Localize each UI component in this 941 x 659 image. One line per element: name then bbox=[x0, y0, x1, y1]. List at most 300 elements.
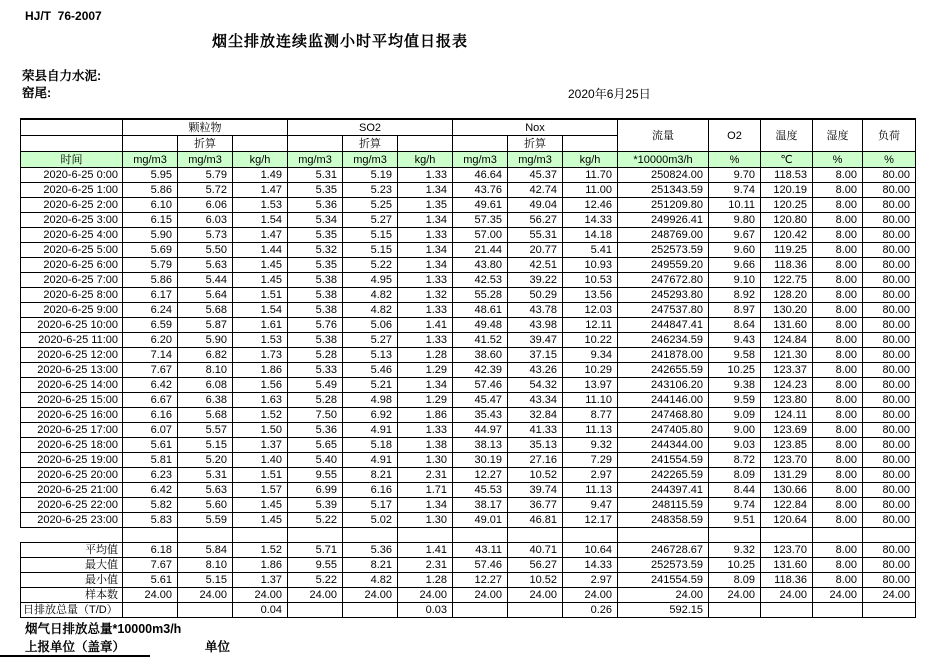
summary-value: 24.00 bbox=[761, 588, 813, 603]
summary-value: 592.15 bbox=[618, 603, 709, 618]
value-cell: 80.00 bbox=[863, 438, 916, 453]
time-cell: 2020-6-25 19:00 bbox=[21, 453, 123, 468]
value-cell: 9.47 bbox=[563, 498, 618, 513]
unit-label: 单位 bbox=[205, 640, 231, 654]
value-cell: 1.33 bbox=[398, 303, 453, 318]
value-cell: 1.32 bbox=[398, 288, 453, 303]
value-cell: 57.46 bbox=[453, 378, 508, 393]
summary-value: 24.00 bbox=[123, 588, 178, 603]
value-cell: 56.27 bbox=[508, 213, 563, 228]
value-cell: 5.27 bbox=[343, 333, 398, 348]
summary-value: 252573.59 bbox=[618, 558, 709, 573]
value-cell: 122.75 bbox=[761, 273, 813, 288]
value-cell: 5.64 bbox=[178, 288, 233, 303]
header-empty-cell bbox=[21, 119, 123, 136]
value-cell: 1.73 bbox=[233, 348, 288, 363]
value-cell: 5.49 bbox=[288, 378, 343, 393]
header-empty-cell bbox=[21, 136, 123, 152]
value-cell: 48.61 bbox=[453, 303, 508, 318]
value-cell: 5.21 bbox=[343, 378, 398, 393]
value-cell: 5.19 bbox=[343, 168, 398, 183]
value-cell: 6.82 bbox=[178, 348, 233, 363]
value-cell: 42.51 bbox=[508, 258, 563, 273]
data-row bbox=[21, 438, 916, 453]
value-cell: 1.38 bbox=[398, 438, 453, 453]
value-cell: 49.01 bbox=[453, 513, 508, 528]
time-cell: 2020-6-25 7:00 bbox=[21, 273, 123, 288]
value-cell: 5.28 bbox=[288, 393, 343, 408]
value-cell: 6.99 bbox=[288, 483, 343, 498]
value-cell: 5.31 bbox=[178, 468, 233, 483]
data-row bbox=[21, 363, 916, 378]
value-cell: 9.38 bbox=[709, 378, 761, 393]
value-cell: 5.46 bbox=[343, 363, 398, 378]
time-cell: 2020-6-25 18:00 bbox=[21, 438, 123, 453]
value-cell: 119.25 bbox=[761, 243, 813, 258]
value-cell: 5.20 bbox=[178, 453, 233, 468]
header-empty-cell bbox=[288, 136, 343, 152]
value-cell: 120.19 bbox=[761, 183, 813, 198]
value-cell: 8.44 bbox=[709, 483, 761, 498]
data-row bbox=[21, 183, 916, 198]
summary-value: 24.00 bbox=[343, 588, 398, 603]
value-cell: 9.09 bbox=[709, 408, 761, 423]
value-cell: 8.00 bbox=[813, 303, 863, 318]
value-cell: 8.00 bbox=[813, 423, 863, 438]
header-temperature: 温度 bbox=[761, 119, 813, 152]
summary-value: 7.67 bbox=[123, 558, 178, 573]
value-cell: 1.49 bbox=[233, 168, 288, 183]
value-cell: 5.34 bbox=[288, 213, 343, 228]
value-cell: 8.00 bbox=[813, 273, 863, 288]
value-cell: 4.82 bbox=[343, 303, 398, 318]
value-cell: 1.29 bbox=[398, 393, 453, 408]
value-cell: 49.04 bbox=[508, 198, 563, 213]
value-cell: 42.39 bbox=[453, 363, 508, 378]
value-cell: 8.00 bbox=[813, 213, 863, 228]
value-cell: 5.13 bbox=[343, 348, 398, 363]
value-cell: 10.29 bbox=[563, 363, 618, 378]
value-cell: 8.00 bbox=[813, 408, 863, 423]
value-cell: 80.00 bbox=[863, 483, 916, 498]
spacer-cell bbox=[178, 528, 233, 543]
value-cell: 7.50 bbox=[288, 408, 343, 423]
value-cell: 45.53 bbox=[453, 483, 508, 498]
summary-value: 5.36 bbox=[343, 543, 398, 558]
summary-value: 8.09 bbox=[709, 573, 761, 588]
spacer-cell bbox=[453, 528, 508, 543]
value-cell: 120.25 bbox=[761, 198, 813, 213]
spacer-cell bbox=[563, 528, 618, 543]
value-cell: 1.45 bbox=[233, 258, 288, 273]
value-cell: 7.14 bbox=[123, 348, 178, 363]
value-cell: 80.00 bbox=[863, 318, 916, 333]
value-cell: 9.34 bbox=[563, 348, 618, 363]
summary-value: 57.46 bbox=[453, 558, 508, 573]
value-cell: 54.32 bbox=[508, 378, 563, 393]
time-cell: 2020-6-25 9:00 bbox=[21, 303, 123, 318]
value-cell: 45.47 bbox=[453, 393, 508, 408]
value-cell: 9.32 bbox=[563, 438, 618, 453]
value-cell: 8.00 bbox=[813, 483, 863, 498]
value-cell: 131.60 bbox=[761, 318, 813, 333]
value-cell: 5.36 bbox=[288, 198, 343, 213]
value-cell: 5.31 bbox=[288, 168, 343, 183]
header-empty-cell bbox=[453, 136, 508, 152]
data-row bbox=[21, 213, 916, 228]
value-cell: 5.32 bbox=[288, 243, 343, 258]
value-cell: 8.77 bbox=[563, 408, 618, 423]
data-row bbox=[21, 393, 916, 408]
time-cell: 2020-6-25 17:00 bbox=[21, 423, 123, 438]
value-cell: 9.03 bbox=[709, 438, 761, 453]
value-cell: 5.06 bbox=[343, 318, 398, 333]
reporting-unit-label: 上报单位（盖章） bbox=[25, 640, 126, 654]
summary-value bbox=[453, 603, 508, 618]
header-load: 负荷 bbox=[863, 119, 916, 152]
unit-cell: kg/h bbox=[233, 152, 288, 168]
value-cell: 1.86 bbox=[233, 363, 288, 378]
value-cell: 244397.41 bbox=[618, 483, 709, 498]
value-cell: 1.33 bbox=[398, 333, 453, 348]
value-cell: 118.36 bbox=[761, 258, 813, 273]
value-cell: 247468.80 bbox=[618, 408, 709, 423]
value-cell: 5.18 bbox=[343, 438, 398, 453]
time-cell: 2020-6-25 8:00 bbox=[21, 288, 123, 303]
value-cell: 1.51 bbox=[233, 288, 288, 303]
value-cell: 5.87 bbox=[178, 318, 233, 333]
spacer-cell bbox=[618, 528, 709, 543]
value-cell: 123.70 bbox=[761, 453, 813, 468]
value-cell: 5.38 bbox=[288, 333, 343, 348]
time-cell: 2020-6-25 22:00 bbox=[21, 498, 123, 513]
value-cell: 5.38 bbox=[288, 273, 343, 288]
value-cell: 1.54 bbox=[233, 213, 288, 228]
value-cell: 8.00 bbox=[813, 378, 863, 393]
value-cell: 7.29 bbox=[563, 453, 618, 468]
data-row bbox=[21, 513, 916, 528]
summary-value: 24.00 bbox=[288, 588, 343, 603]
value-cell: 5.79 bbox=[123, 258, 178, 273]
value-cell: 1.56 bbox=[233, 378, 288, 393]
value-cell: 42.53 bbox=[453, 273, 508, 288]
value-cell: 10.22 bbox=[563, 333, 618, 348]
value-cell: 46.64 bbox=[453, 168, 508, 183]
summary-value: 241554.59 bbox=[618, 573, 709, 588]
value-cell: 118.53 bbox=[761, 168, 813, 183]
value-cell: 245293.80 bbox=[618, 288, 709, 303]
value-cell: 123.69 bbox=[761, 423, 813, 438]
value-cell: 8.00 bbox=[813, 498, 863, 513]
value-cell: 80.00 bbox=[863, 198, 916, 213]
value-cell: 57.00 bbox=[453, 228, 508, 243]
data-row bbox=[21, 408, 916, 423]
value-cell: 8.00 bbox=[813, 513, 863, 528]
value-cell: 123.37 bbox=[761, 363, 813, 378]
value-cell: 248115.59 bbox=[618, 498, 709, 513]
value-cell: 1.34 bbox=[398, 243, 453, 258]
value-cell: 9.66 bbox=[709, 258, 761, 273]
value-cell: 1.35 bbox=[398, 198, 453, 213]
summary-value: 24.00 bbox=[508, 588, 563, 603]
value-cell: 247672.80 bbox=[618, 273, 709, 288]
value-cell: 14.33 bbox=[563, 213, 618, 228]
value-cell: 5.68 bbox=[178, 303, 233, 318]
value-cell: 41.52 bbox=[453, 333, 508, 348]
value-cell: 20.77 bbox=[508, 243, 563, 258]
value-cell: 7.67 bbox=[123, 363, 178, 378]
summary-value: 24.00 bbox=[863, 588, 916, 603]
value-cell: 5.38 bbox=[288, 303, 343, 318]
value-cell: 80.00 bbox=[863, 213, 916, 228]
summary-value: 123.70 bbox=[761, 543, 813, 558]
spacer-cell bbox=[863, 528, 916, 543]
summary-value bbox=[288, 603, 343, 618]
value-cell: 5.73 bbox=[178, 228, 233, 243]
company-name: 荣县自力水泥: bbox=[22, 69, 102, 83]
header-humidity: 湿度 bbox=[813, 119, 863, 152]
value-cell: 1.71 bbox=[398, 483, 453, 498]
value-cell: 242265.59 bbox=[618, 468, 709, 483]
value-cell: 80.00 bbox=[863, 498, 916, 513]
summary-value: 8.21 bbox=[343, 558, 398, 573]
spacer-cell bbox=[761, 528, 813, 543]
value-cell: 8.00 bbox=[813, 393, 863, 408]
unit-cell: mg/m3 bbox=[178, 152, 233, 168]
report-table bbox=[20, 118, 916, 618]
value-cell: 244146.00 bbox=[618, 393, 709, 408]
value-cell: 8.00 bbox=[813, 228, 863, 243]
summary-label: 日排放总量（T/D） bbox=[21, 603, 123, 618]
value-cell: 4.82 bbox=[343, 288, 398, 303]
unit-cell: mg/m3 bbox=[288, 152, 343, 168]
value-cell: 8.92 bbox=[709, 288, 761, 303]
value-cell: 5.68 bbox=[178, 408, 233, 423]
value-cell: 39.47 bbox=[508, 333, 563, 348]
value-cell: 1.34 bbox=[398, 183, 453, 198]
value-cell: 5.35 bbox=[288, 228, 343, 243]
time-cell: 2020-6-25 13:00 bbox=[21, 363, 123, 378]
value-cell: 1.34 bbox=[398, 258, 453, 273]
value-cell: 131.29 bbox=[761, 468, 813, 483]
value-cell: 1.45 bbox=[233, 498, 288, 513]
summary-value bbox=[178, 603, 233, 618]
value-cell: 9.00 bbox=[709, 423, 761, 438]
standard-number: HJ/T 76-2007 bbox=[25, 9, 102, 23]
summary-value: 80.00 bbox=[863, 573, 916, 588]
time-cell: 2020-6-25 21:00 bbox=[21, 483, 123, 498]
value-cell: 2.31 bbox=[398, 468, 453, 483]
data-row bbox=[21, 378, 916, 393]
summary-value: 8.00 bbox=[813, 573, 863, 588]
value-cell: 1.34 bbox=[398, 213, 453, 228]
time-cell: 2020-6-25 5:00 bbox=[21, 243, 123, 258]
value-cell: 1.44 bbox=[233, 243, 288, 258]
value-cell: 5.02 bbox=[343, 513, 398, 528]
time-cell: 2020-6-25 1:00 bbox=[21, 183, 123, 198]
value-cell: 124.23 bbox=[761, 378, 813, 393]
value-cell: 30.19 bbox=[453, 453, 508, 468]
summary-value: 10.52 bbox=[508, 573, 563, 588]
value-cell: 80.00 bbox=[863, 513, 916, 528]
time-cell: 2020-6-25 6:00 bbox=[21, 258, 123, 273]
value-cell: 1.47 bbox=[233, 228, 288, 243]
value-cell: 1.47 bbox=[233, 183, 288, 198]
value-cell: 248769.00 bbox=[618, 228, 709, 243]
summary-value bbox=[123, 603, 178, 618]
value-cell: 8.00 bbox=[813, 363, 863, 378]
value-cell: 9.59 bbox=[709, 393, 761, 408]
value-cell: 21.44 bbox=[453, 243, 508, 258]
summary-row bbox=[21, 573, 916, 588]
value-cell: 6.24 bbox=[123, 303, 178, 318]
summary-value: 5.22 bbox=[288, 573, 343, 588]
data-row bbox=[21, 258, 916, 273]
value-cell: 249559.20 bbox=[618, 258, 709, 273]
value-cell: 41.33 bbox=[508, 423, 563, 438]
value-cell: 57.35 bbox=[453, 213, 508, 228]
time-cell: 2020-6-25 11:00 bbox=[21, 333, 123, 348]
value-cell: 6.92 bbox=[343, 408, 398, 423]
unit-cell: kg/h bbox=[398, 152, 453, 168]
summary-row bbox=[21, 588, 916, 603]
value-cell: 5.39 bbox=[288, 498, 343, 513]
value-cell: 252573.59 bbox=[618, 243, 709, 258]
value-cell: 8.00 bbox=[813, 438, 863, 453]
value-cell: 5.63 bbox=[178, 483, 233, 498]
unit-cell: % bbox=[813, 152, 863, 168]
value-cell: 251343.59 bbox=[618, 183, 709, 198]
value-cell: 120.80 bbox=[761, 213, 813, 228]
summary-row bbox=[21, 558, 916, 573]
value-cell: 5.65 bbox=[288, 438, 343, 453]
value-cell: 12.46 bbox=[563, 198, 618, 213]
value-cell: 35.43 bbox=[453, 408, 508, 423]
monitoring-location: 窑尾: bbox=[22, 86, 52, 100]
value-cell: 9.51 bbox=[709, 513, 761, 528]
summary-value: 43.11 bbox=[453, 543, 508, 558]
summary-value: 8.00 bbox=[813, 543, 863, 558]
summary-value bbox=[343, 603, 398, 618]
summary-value: 131.60 bbox=[761, 558, 813, 573]
value-cell: 80.00 bbox=[863, 363, 916, 378]
value-cell: 247405.80 bbox=[618, 423, 709, 438]
spacer-cell bbox=[508, 528, 563, 543]
time-column-header: 时间 bbox=[21, 152, 123, 168]
summary-value: 10.64 bbox=[563, 543, 618, 558]
data-row bbox=[21, 198, 916, 213]
value-cell: 8.00 bbox=[813, 198, 863, 213]
value-cell: 8.00 bbox=[813, 288, 863, 303]
unit-cell: mg/m3 bbox=[343, 152, 398, 168]
value-cell: 46.81 bbox=[508, 513, 563, 528]
value-cell: 124.11 bbox=[761, 408, 813, 423]
data-row bbox=[21, 168, 916, 183]
value-cell: 5.15 bbox=[178, 438, 233, 453]
header-group-particulate: 颗粒物 bbox=[123, 119, 288, 136]
value-cell: 13.56 bbox=[563, 288, 618, 303]
value-cell: 5.95 bbox=[123, 168, 178, 183]
value-cell: 6.17 bbox=[123, 288, 178, 303]
units-row bbox=[21, 152, 916, 168]
value-cell: 5.72 bbox=[178, 183, 233, 198]
value-cell: 248358.59 bbox=[618, 513, 709, 528]
value-cell: 6.20 bbox=[123, 333, 178, 348]
value-cell: 10.53 bbox=[563, 273, 618, 288]
value-cell: 241554.59 bbox=[618, 453, 709, 468]
value-cell: 43.78 bbox=[508, 303, 563, 318]
summary-value: 0.26 bbox=[563, 603, 618, 618]
unit-cell: % bbox=[709, 152, 761, 168]
value-cell: 8.00 bbox=[813, 348, 863, 363]
value-cell: 37.15 bbox=[508, 348, 563, 363]
value-cell: 243106.20 bbox=[618, 378, 709, 393]
summary-value: 6.18 bbox=[123, 543, 178, 558]
value-cell: 80.00 bbox=[863, 288, 916, 303]
time-cell: 2020-6-25 16:00 bbox=[21, 408, 123, 423]
value-cell: 8.00 bbox=[813, 453, 863, 468]
value-cell: 13.97 bbox=[563, 378, 618, 393]
value-cell: 5.63 bbox=[178, 258, 233, 273]
value-cell: 5.38 bbox=[288, 288, 343, 303]
value-cell: 9.58 bbox=[709, 348, 761, 363]
flue-gas-total-note: 烟气日排放总量*10000m3/h bbox=[25, 622, 182, 636]
value-cell: 1.45 bbox=[233, 273, 288, 288]
time-cell: 2020-6-25 10:00 bbox=[21, 318, 123, 333]
summary-value: 1.52 bbox=[233, 543, 288, 558]
unit-cell: % bbox=[863, 152, 916, 168]
value-cell: 5.86 bbox=[123, 273, 178, 288]
value-cell: 9.60 bbox=[709, 243, 761, 258]
time-cell: 2020-6-25 12:00 bbox=[21, 348, 123, 363]
value-cell: 38.60 bbox=[453, 348, 508, 363]
value-cell: 6.07 bbox=[123, 423, 178, 438]
value-cell: 80.00 bbox=[863, 393, 916, 408]
value-cell: 50.29 bbox=[508, 288, 563, 303]
summary-value: 2.31 bbox=[398, 558, 453, 573]
value-cell: 9.70 bbox=[709, 168, 761, 183]
value-cell: 8.10 bbox=[178, 363, 233, 378]
summary-value: 8.10 bbox=[178, 558, 233, 573]
data-row bbox=[21, 288, 916, 303]
value-cell: 2.97 bbox=[563, 468, 618, 483]
summary-value: 10.25 bbox=[709, 558, 761, 573]
value-cell: 80.00 bbox=[863, 303, 916, 318]
value-cell: 27.16 bbox=[508, 453, 563, 468]
value-cell: 124.84 bbox=[761, 333, 813, 348]
value-cell: 250824.00 bbox=[618, 168, 709, 183]
value-cell: 14.18 bbox=[563, 228, 618, 243]
summary-value: 0.03 bbox=[398, 603, 453, 618]
value-cell: 5.35 bbox=[288, 183, 343, 198]
value-cell: 1.30 bbox=[398, 513, 453, 528]
value-cell: 9.80 bbox=[709, 213, 761, 228]
value-cell: 80.00 bbox=[863, 468, 916, 483]
value-cell: 10.52 bbox=[508, 468, 563, 483]
time-cell: 2020-6-25 0:00 bbox=[21, 168, 123, 183]
spacer-cell bbox=[233, 528, 288, 543]
data-row bbox=[21, 483, 916, 498]
value-cell: 5.57 bbox=[178, 423, 233, 438]
value-cell: 39.74 bbox=[508, 483, 563, 498]
value-cell: 5.90 bbox=[123, 228, 178, 243]
value-cell: 42.74 bbox=[508, 183, 563, 198]
value-cell: 1.53 bbox=[233, 333, 288, 348]
value-cell: 241878.00 bbox=[618, 348, 709, 363]
value-cell: 128.20 bbox=[761, 288, 813, 303]
header-empty-cell bbox=[233, 136, 288, 152]
value-cell: 10.25 bbox=[709, 363, 761, 378]
